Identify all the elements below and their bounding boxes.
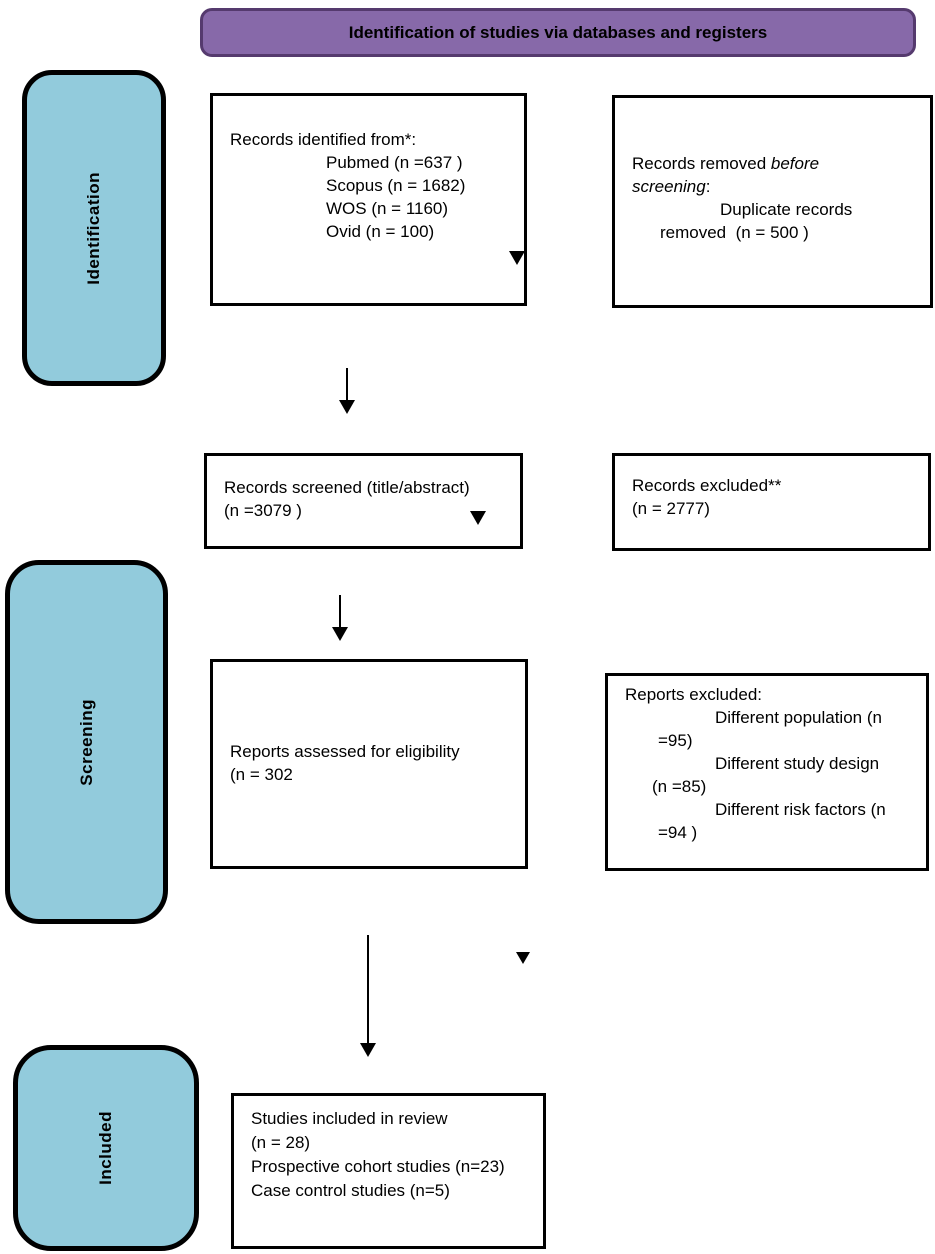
down-arrow-line (339, 595, 341, 628)
box-line: (n = 302 (230, 765, 293, 784)
box-line: Duplicate records (720, 200, 853, 219)
box-line: Reports excluded: (625, 685, 763, 704)
box-line: Different study design (715, 754, 880, 773)
stage-label-screening-text: Screening (76, 698, 96, 786)
box-line: Prospective cohort studies (n=23) (251, 1157, 505, 1176)
down-arrow-line (367, 935, 369, 1044)
box-records-screened (204, 453, 523, 549)
box-line: Records excluded** (632, 476, 782, 495)
box-line: Case control studies (n=5) (251, 1181, 450, 1200)
arrowhead-icon (516, 952, 530, 964)
box-line: =94 ) (658, 823, 698, 842)
header-banner (200, 8, 916, 57)
box-line: Studies included in review (251, 1109, 448, 1128)
box-line: Reports assessed for eligibility (230, 742, 460, 761)
stage-label-screening (5, 560, 168, 924)
down-arrow-head-icon (360, 1043, 376, 1057)
box-records-removed (612, 95, 933, 308)
box-line: screening: (632, 177, 711, 196)
stage-label-identification-text: Identification (84, 171, 103, 285)
box-line: Different population (n (715, 708, 882, 727)
stage-label-included (13, 1045, 199, 1251)
box-studies-included (231, 1093, 546, 1249)
box-reports-assessed (210, 659, 528, 869)
box-line: Records screened (title/abstract) (224, 478, 470, 497)
box-line: Records removed before (632, 154, 820, 173)
box-line: (n = 28) (251, 1133, 311, 1152)
box-reports-excluded (605, 673, 929, 871)
box-line: (n =85) (652, 777, 707, 796)
arrowhead-icon (470, 511, 486, 525)
down-arrow-head-icon (332, 627, 348, 641)
stage-label-included-text: Included (96, 1111, 115, 1185)
box-line: Records identified from*: (230, 130, 417, 149)
box-records-excluded (612, 453, 931, 551)
arrowhead-icon (509, 251, 525, 265)
box-line: (n = 2777) (632, 499, 710, 518)
stage-label-identification (22, 70, 166, 386)
box-line: Pubmed (n =637 ) (326, 153, 463, 172)
box-line: Ovid (n = 100) (326, 222, 435, 241)
down-arrow-line (346, 368, 348, 401)
box-line: Scopus (n = 1682) (326, 176, 466, 195)
box-records-identified (210, 93, 527, 306)
box-line: =95) (658, 731, 693, 750)
box-line: WOS (n = 1160) (326, 199, 449, 218)
box-line: (n =3079 ) (224, 501, 302, 520)
box-line: Different risk factors (n (715, 800, 886, 819)
header-title: Identification of studies via databases and registers (348, 22, 768, 42)
down-arrow-head-icon (339, 400, 355, 414)
box-line: removed (n = 500 ) (660, 223, 809, 242)
